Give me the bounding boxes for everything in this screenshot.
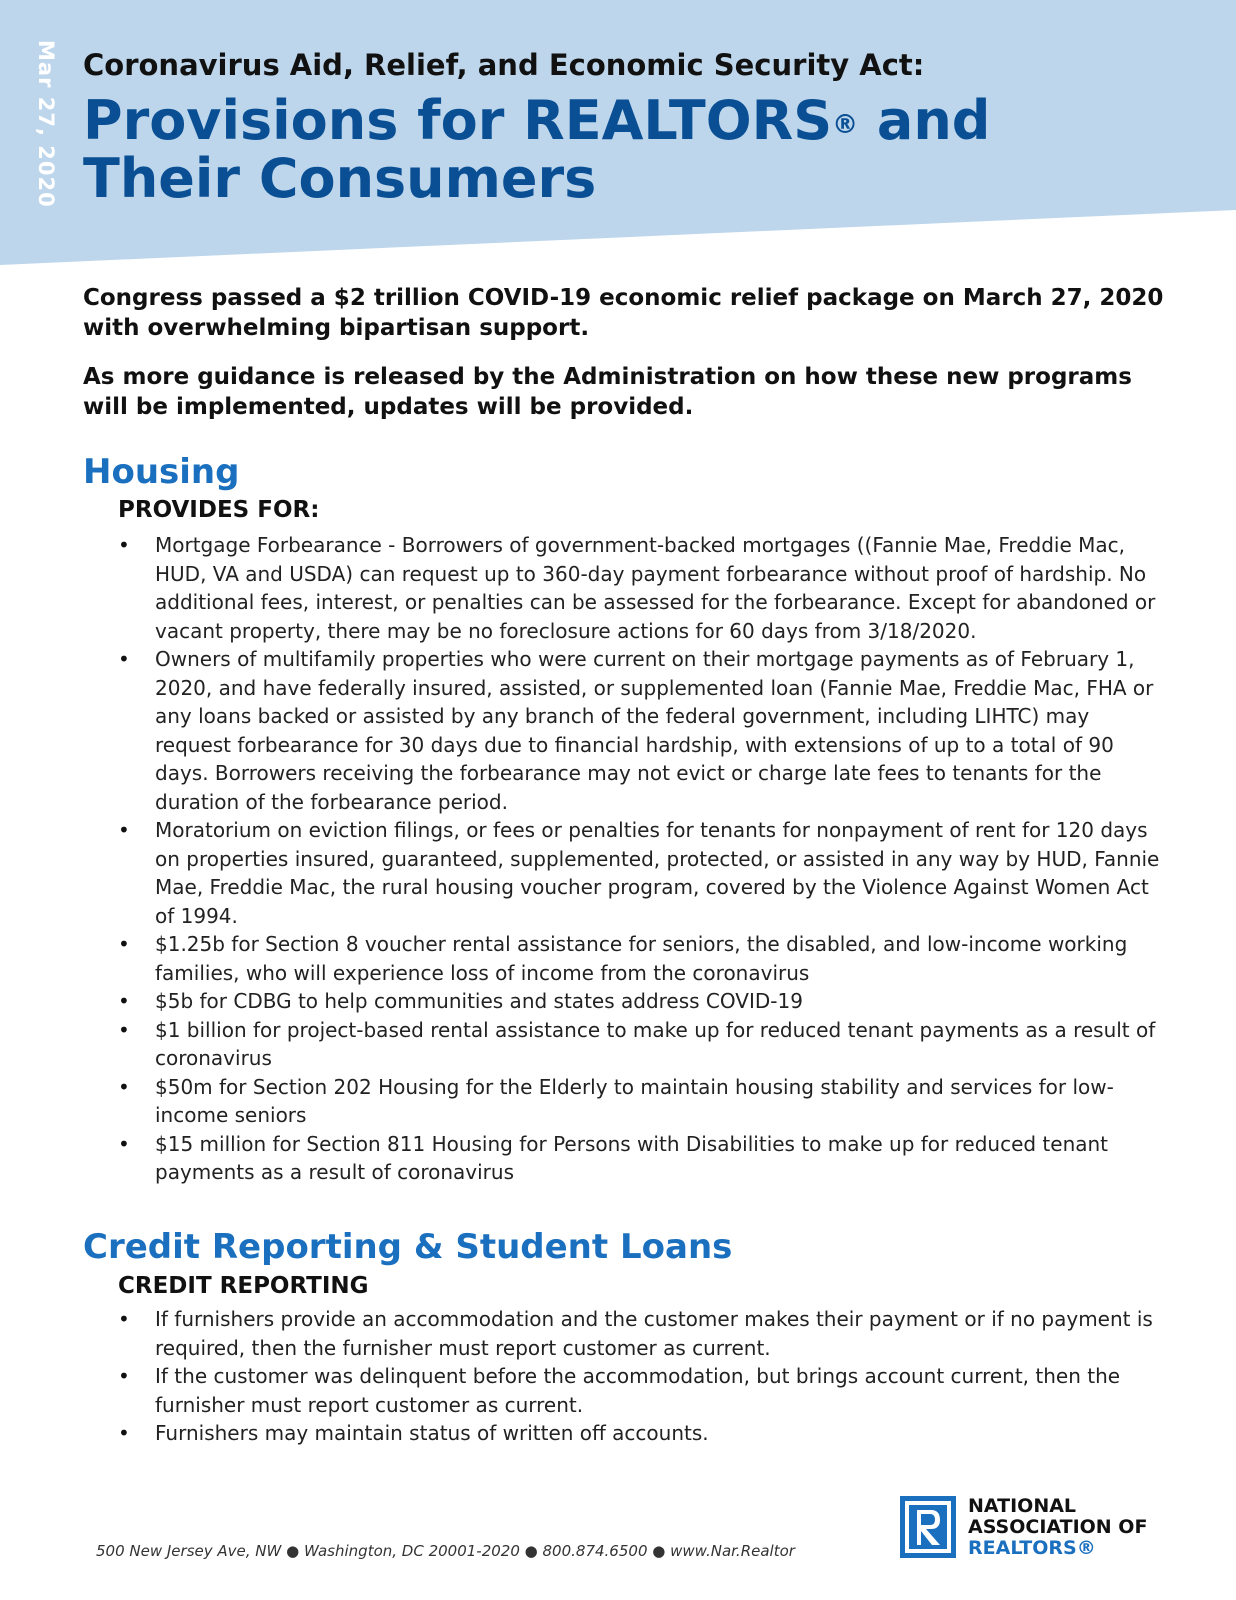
list-item: • $15 million for Section 811 Housing for Persons with Disabilities to make up for reduced tenant payments as a result of coronavirus (118, 1130, 1168, 1187)
credit-heading: Credit Reporting & Student Loans (83, 1227, 733, 1267)
list-item: • $1.25b for Section 8 voucher rental assistance for seniors, the disabled, and low-income working families, who will experience loss of income from the coronavirus (118, 930, 1168, 987)
document-super-title: Coronavirus Aid, Relief, and Economic Security Act: (83, 48, 925, 82)
list-item: • If furnishers provide an accommodation and the customer makes their payment or if no payment is required, then the furnisher must report customer as current. (118, 1305, 1168, 1362)
credit-subheading: CREDIT REPORTING (118, 1273, 369, 1299)
housing-heading: Housing (83, 452, 240, 492)
nar-logo (900, 1496, 1200, 1566)
list-item: • Owners of multifamily properties who were current on their mortgage payments as of February 1, 2020, and have federally insured, assisted, or supplemented loan (Fannie Mae, Freddie Mac, FHA or any loans backed or assisted by any branch of the federal government, including LIHTC) may request forbearance for 30 days due to financial hardship, with extensions of up to a total of 90 days. Borrowers receiving the forbearance may not evict or charge late fees to tenants for the duration of the forbearance period. (118, 645, 1168, 816)
list-item: • $50m for Section 202 Housing for the Elderly to maintain housing stability and services for low-income seniors (118, 1073, 1168, 1130)
housing-subheading: PROVIDES FOR: (118, 497, 320, 523)
intro-paragraph-1: Congress passed a $2 trillion COVID-19 economic relief package on March 27, 2020 with overwhelming bipartisan support. (83, 285, 1164, 341)
list-item: • Mortgage Forbearance - Borrowers of government-backed mortgages ((Fannie Mae, Freddie Mac, HUD, VA and USDA) can request up to 360-day payment forbearance without proof of hardship. No additional fees, interest, or penalties can be assessed for the forbearance. Except for abandoned or vacant property, there may be no foreclosure actions for 60 days from 3/18/2020. (118, 531, 1168, 645)
document-title (83, 89, 1083, 210)
logo-line-3: REALTORS® (968, 1537, 1096, 1559)
list-item: • $5b for CDBG to help communities and states address COVID-19 (118, 987, 1168, 1016)
list-item: • Furnishers may maintain status of written off accounts. (118, 1419, 1168, 1448)
credit-list (118, 1305, 1168, 1448)
list-item: • $1 billion for project-based rental assistance to make up for reduced tenant payments as a result of coronavirus (118, 1016, 1168, 1073)
logo-line-2: ASSOCIATION OF (968, 1516, 1148, 1538)
list-item: • If the customer was delinquent before the accommodation, but brings account current, then the furnisher must report customer as current. (118, 1362, 1168, 1419)
title-part-2: and Their Consumers (83, 89, 991, 210)
list-item: • Moratorium on eviction filings, or fees or penalties for tenants for nonpayment of rent for 120 days on properties insured, guaranteed, supplemented, protected, or assisted in any way by HUD, Fannie Mae, Freddie Mac, the rural housing voucher program, covered by the Violence Against Women Act of 1994. (118, 816, 1168, 930)
logo-line-1: NATIONAL (968, 1495, 1077, 1517)
registered-mark: ® (832, 110, 859, 140)
realtor-r-icon (900, 1496, 956, 1558)
logo-wordmark (968, 1496, 1147, 1559)
housing-list (118, 531, 1168, 1187)
intro-paragraph-2: As more guidance is released by the Administration on how these new programs will be implemented, updates will be provided. (83, 364, 1132, 420)
footer-address: 500 New Jersey Ave, NW ● Washington, DC 20001-2020 ● 800.874.6500 ● www.Nar.Realtor (96, 1542, 795, 1560)
date-label: Mar 27, 2020 (34, 40, 58, 208)
title-part-1: Provisions for REALTORS (83, 89, 833, 152)
